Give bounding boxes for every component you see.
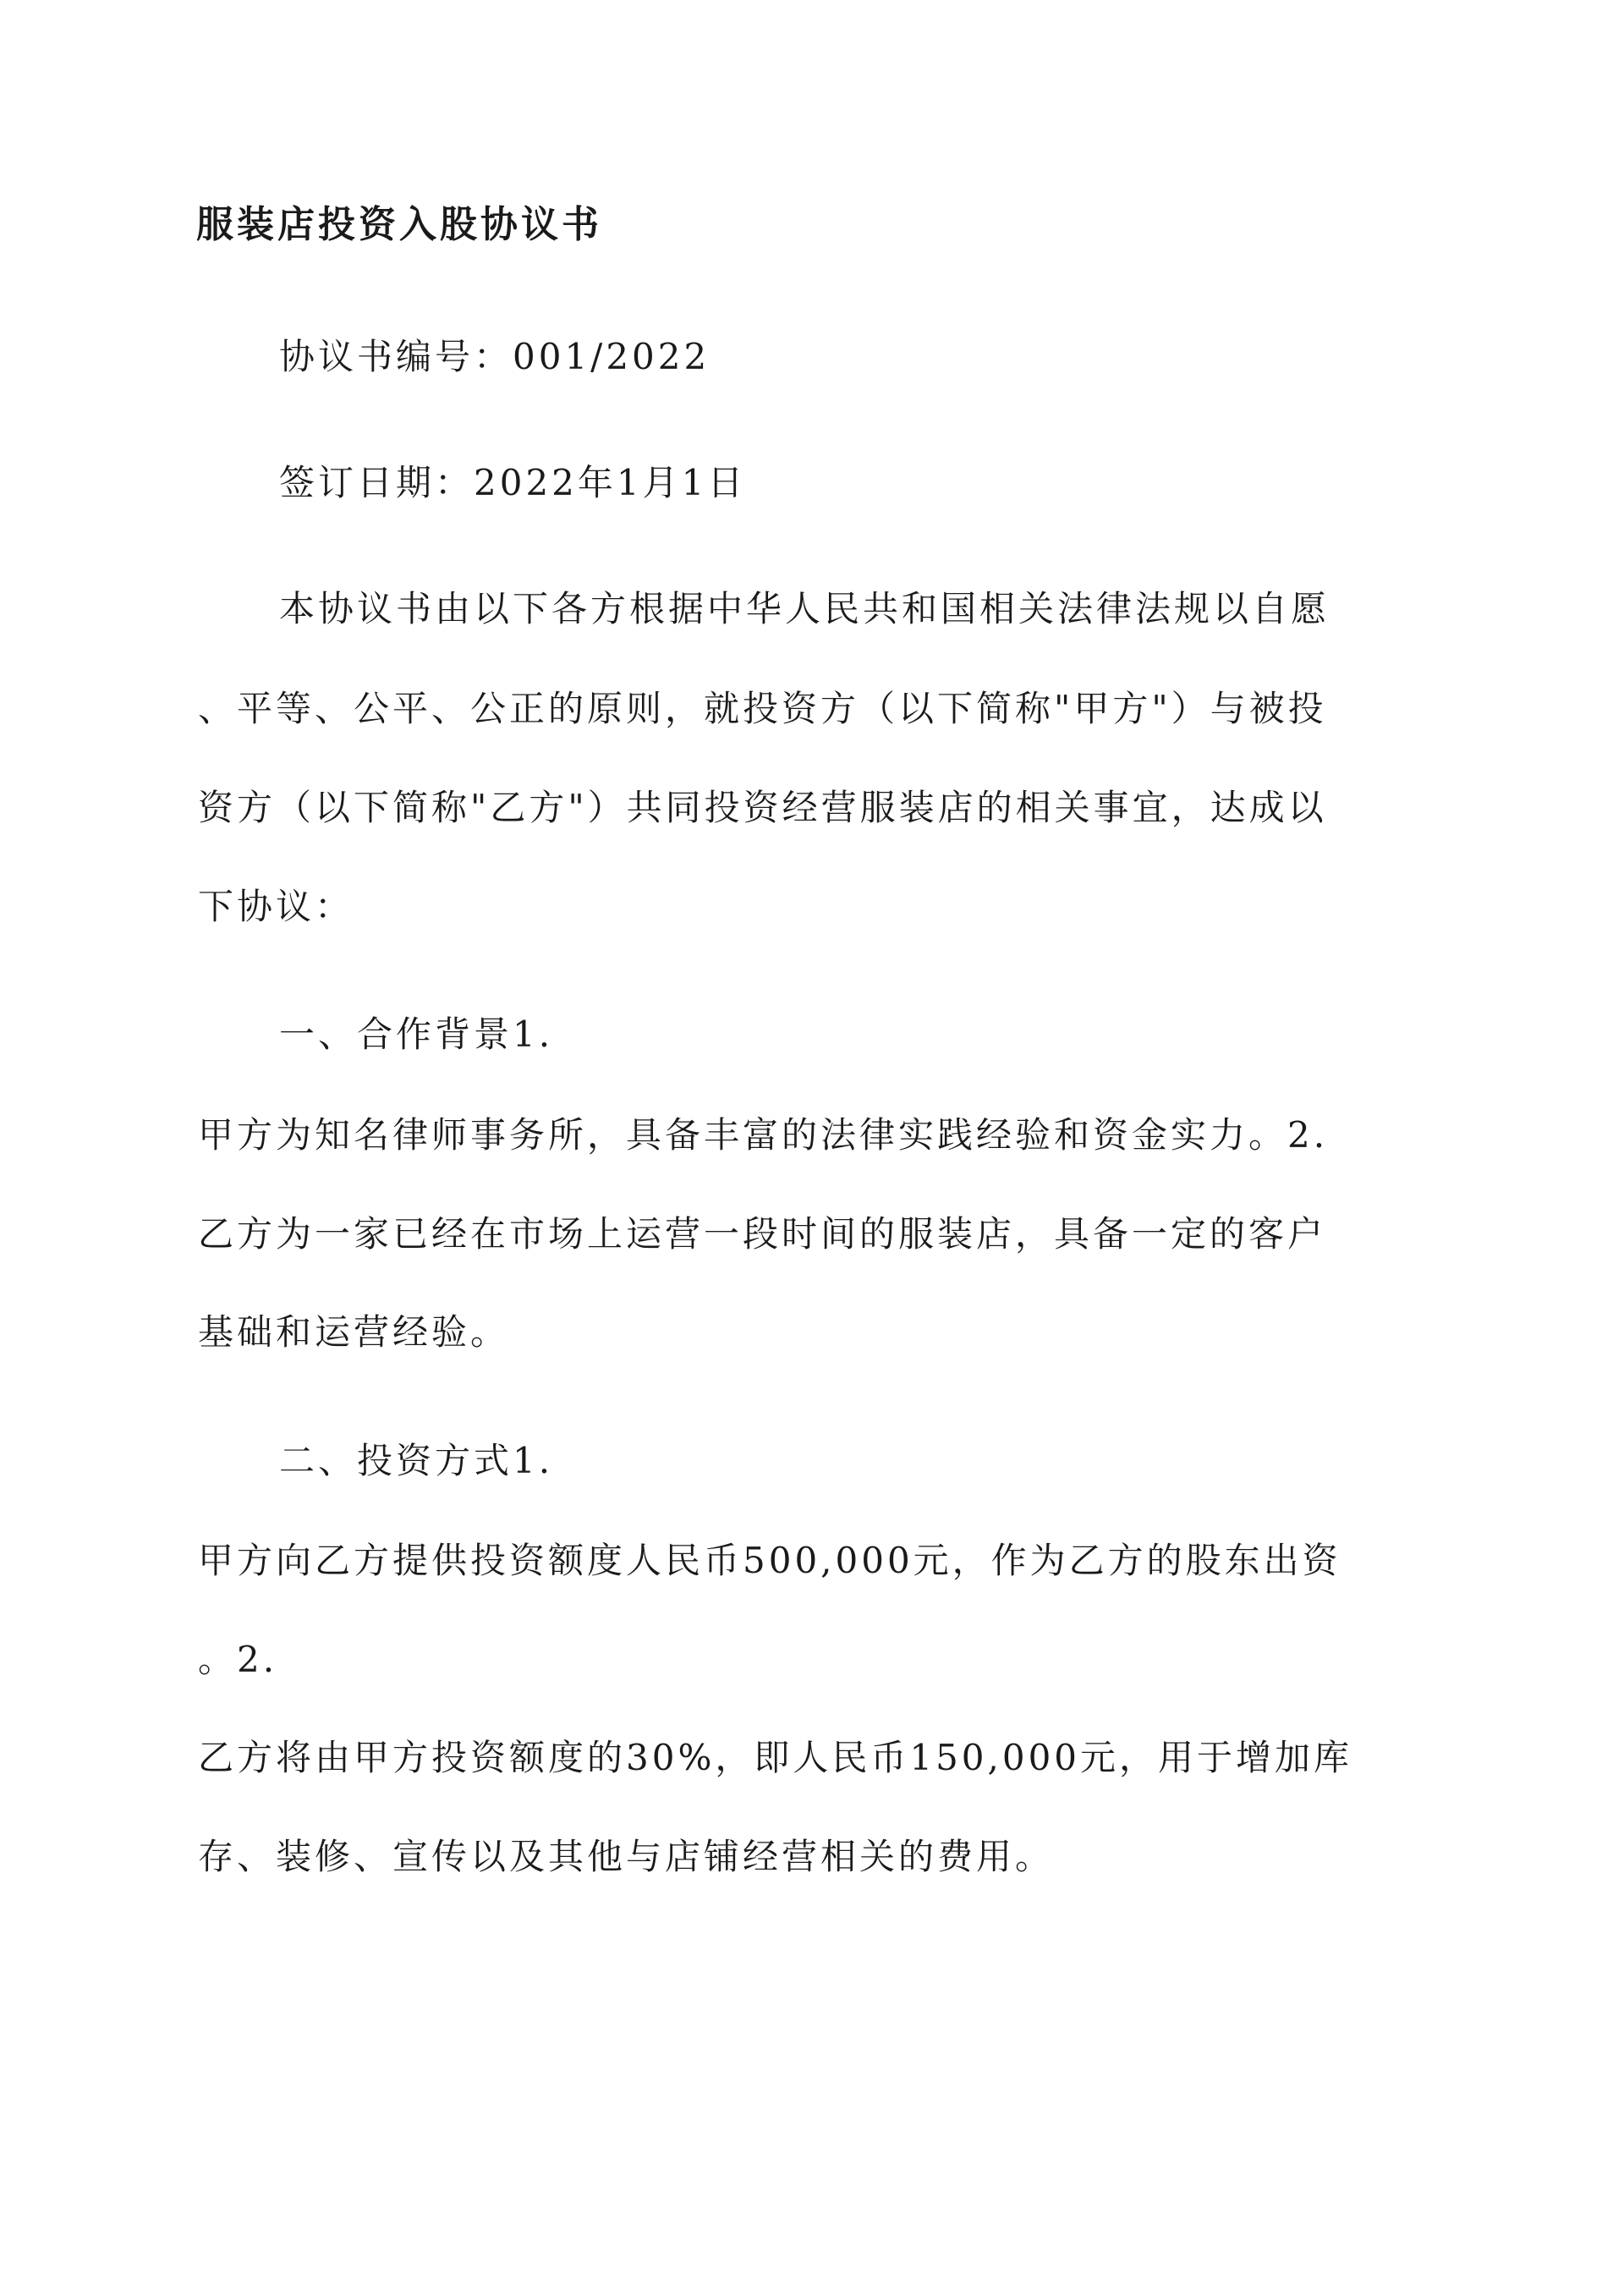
section1-heading: 一、合作背景1. xyxy=(279,1013,554,1055)
section2-line: 甲方向乙方提供投资额度人民币500,000元，作为乙方的股东出资 xyxy=(198,1540,1341,1581)
section1-line: 乙方为一家已经在市场上运营一段时间的服装店，具备一定的客户 xyxy=(198,1213,1327,1255)
signing-date: 签订日期：2022年1月1日 xyxy=(279,462,747,503)
section2-heading: 二、投资方式1. xyxy=(279,1440,554,1481)
document-title: 服装店投资入股协议书 xyxy=(196,203,602,246)
agreement-number: 协议书编号：001/2022 xyxy=(279,336,710,377)
intro-line: 、平等、公平、公正的原则，就投资方（以下简称"甲方"）与被投 xyxy=(198,688,1327,729)
intro-line: 下协议： xyxy=(198,886,354,927)
section2-line: 乙方将由甲方投资额度的30%，即人民币150,000元，用于增加库 xyxy=(198,1737,1353,1778)
section1-line: 甲方为知名律师事务所，具备丰富的法律实践经验和资金实力。2. xyxy=(198,1114,1329,1156)
section1-line: 基础和运营经验。 xyxy=(198,1311,510,1353)
section2-line: 。2. xyxy=(198,1639,278,1680)
intro-line: 本协议书由以下各方根据中华人民共和国相关法律法规以自愿 xyxy=(279,588,1330,629)
intro-line: 资方（以下简称"乙方"）共同投资经营服装店的相关事宜，达成以 xyxy=(198,787,1327,828)
section2-line: 存、装修、宣传以及其他与店铺经营相关的费用。 xyxy=(198,1836,1055,1877)
